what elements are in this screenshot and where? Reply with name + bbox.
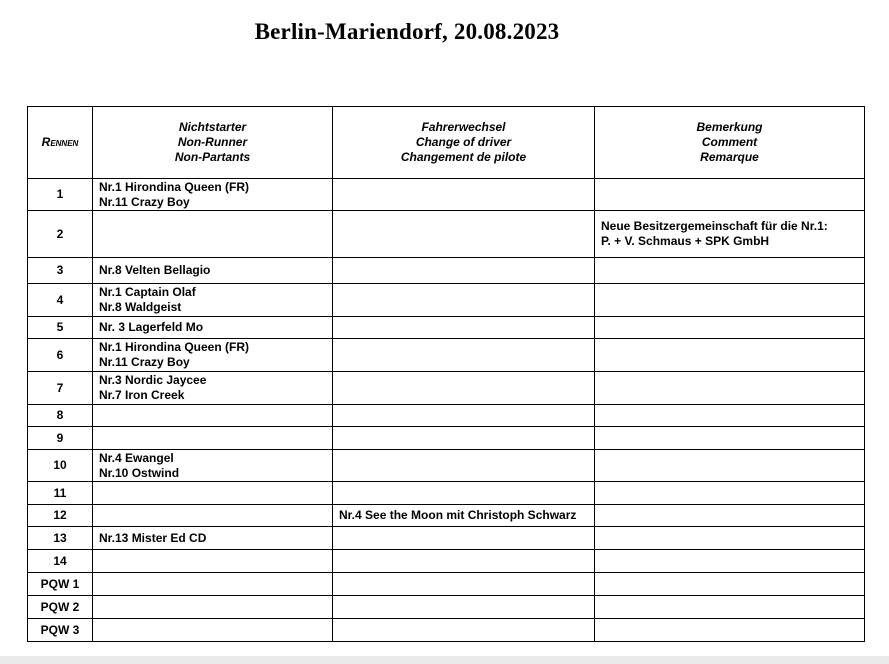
comment-cell-line: Neue Besitzergemeinschaft für die Nr.1: — [601, 219, 828, 233]
non-runner-cell — [93, 427, 333, 450]
non-runner-cell-line: Nr.1 Hirondina Queen (FR) — [99, 179, 250, 194]
non-runner-cell — [93, 505, 333, 527]
table-row — [28, 372, 865, 405]
race-number: 10 — [28, 450, 93, 482]
table-row — [28, 405, 865, 427]
non-runner-cell — [93, 317, 333, 339]
race-number: 4 — [28, 284, 93, 317]
table-row — [28, 619, 865, 642]
non-runner-cell — [93, 550, 333, 573]
non-runner-table — [27, 106, 865, 642]
driver-change-cell — [333, 317, 595, 339]
table-row — [28, 211, 865, 258]
race-number: PQW 2 — [28, 596, 93, 619]
non-runner-cell-line: Nr.10 Ostwind — [99, 465, 180, 480]
driver-change-cell — [333, 427, 595, 450]
race-number: PQW 1 — [28, 573, 93, 596]
driver-change-cell — [333, 211, 595, 258]
comment-cell — [595, 284, 865, 317]
driver-change-cell — [333, 372, 595, 405]
non-runner-cell — [93, 339, 333, 372]
non-runner-cell — [93, 450, 333, 482]
non-runner-cell-line: Nr.1 Captain Olaf — [99, 285, 196, 299]
race-number: 5 — [28, 317, 93, 339]
non-runner-cell-line: Nr.8 Waldgeist — [99, 300, 182, 314]
race-number: 8 — [28, 405, 93, 427]
header-rennen: Rennen — [28, 107, 93, 179]
non-runner-cell-line: Nr.11 Crazy Boy — [99, 355, 190, 369]
comment-cell — [595, 505, 865, 527]
race-number: 6 — [28, 339, 93, 372]
race-number: 13 — [28, 527, 93, 550]
non-runner-cell-line: Nr.1 Hirondina Queen (FR) — [99, 340, 250, 354]
driver-change-cell — [333, 450, 595, 482]
comment-cell — [595, 619, 865, 642]
race-number: 11 — [28, 482, 93, 505]
driver-change-cell — [333, 339, 595, 372]
comment-cell — [595, 573, 865, 596]
non-runner-cell-line: Nr.3 Nordic Jaycee — [99, 373, 207, 387]
comment-cell — [595, 211, 865, 258]
race-number: 3 — [28, 258, 93, 284]
race-number: 1 — [28, 179, 93, 211]
race-number: 14 — [28, 550, 93, 573]
table-row — [28, 596, 865, 619]
table-row — [28, 179, 865, 211]
comment-cell — [595, 179, 865, 211]
driver-change-cell — [333, 482, 595, 505]
race-number: 7 — [28, 372, 93, 405]
table-row — [28, 339, 865, 372]
driver-change-cell — [333, 596, 595, 619]
driver-change-cell — [333, 527, 595, 550]
table-row — [28, 258, 865, 284]
table-row — [28, 527, 865, 550]
non-runner-cell-line: Nr.7 Iron Creek — [99, 388, 185, 402]
non-runner-cell-line: Nr.13 Mister Ed CD — [99, 530, 207, 545]
header-row — [28, 107, 865, 179]
non-runner-cell — [93, 258, 333, 284]
non-runner-cell — [93, 372, 333, 405]
driver-change-cell — [333, 284, 595, 317]
comment-cell — [595, 550, 865, 573]
non-runner-cell — [93, 619, 333, 642]
non-runner-cell-line: Nr.8 Velten Bellagio — [99, 263, 211, 277]
non-runner-cell-line: Nr.11 Crazy Boy — [99, 194, 190, 209]
header-nichtstarter: Nichtstarter Non-Runner Non-Partants — [93, 107, 333, 179]
table-row — [28, 482, 865, 505]
driver-change-cell — [333, 573, 595, 596]
driver-change-cell — [333, 258, 595, 284]
table-row — [28, 450, 865, 482]
page-bottom-bar — [0, 656, 889, 664]
non-runner-cell — [93, 482, 333, 505]
driver-change-cell-line: Nr.4 See the Moon mit Christoph Schwarz — [339, 508, 577, 522]
driver-change-cell — [333, 505, 595, 527]
driver-change-cell — [333, 619, 595, 642]
comment-cell — [595, 450, 865, 482]
non-runner-cell-line: Nr. 3 Lagerfeld Mo — [99, 320, 204, 334]
comment-cell — [595, 339, 865, 372]
comment-cell — [595, 405, 865, 427]
table-row — [28, 317, 865, 339]
non-runner-cell — [93, 596, 333, 619]
comment-cell — [595, 372, 865, 405]
comment-cell — [595, 258, 865, 284]
driver-change-cell — [333, 179, 595, 211]
table-row — [28, 505, 865, 527]
table-row — [28, 284, 865, 317]
race-number: PQW 3 — [28, 619, 93, 642]
comment-cell — [595, 482, 865, 505]
driver-change-cell — [333, 405, 595, 427]
non-runner-cell — [93, 573, 333, 596]
comment-cell — [595, 427, 865, 450]
non-runner-cell-line: Nr.4 Ewangel — [99, 450, 174, 465]
comment-cell — [595, 596, 865, 619]
non-runner-cell — [93, 284, 333, 317]
race-number: 12 — [28, 505, 93, 527]
non-runner-cell — [93, 211, 333, 258]
driver-change-cell — [333, 550, 595, 573]
race-number: 2 — [28, 211, 93, 258]
non-runner-cell — [93, 179, 333, 211]
header-bemerkung: Bemerkung Comment Remarque — [595, 107, 865, 179]
non-runner-cell — [93, 527, 333, 550]
page-title: Berlin-Mariendorf, 20.08.2023 — [254, 19, 560, 44]
header-fahrerwechsel: Fahrerwechsel Change of driver Changement de pilote — [333, 107, 595, 179]
table-row — [28, 550, 865, 573]
table-row — [28, 427, 865, 450]
comment-cell — [595, 317, 865, 339]
race-number: 9 — [28, 427, 93, 450]
comment-cell-line: P. + V. Schmaus + SPK GmbH — [601, 234, 770, 248]
non-runner-cell — [93, 405, 333, 427]
comment-cell — [595, 527, 865, 550]
table-row — [28, 573, 865, 596]
